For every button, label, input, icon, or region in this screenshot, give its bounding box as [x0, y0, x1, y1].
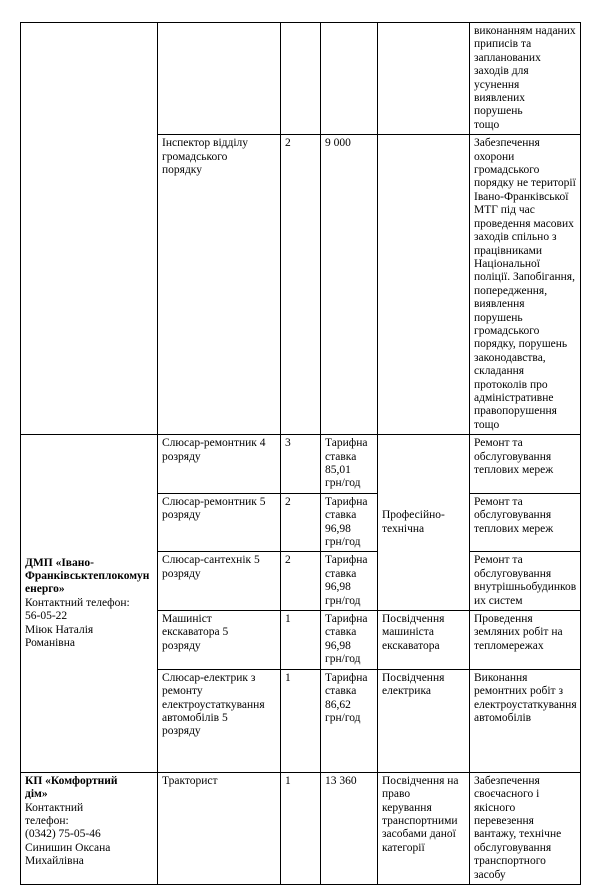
- contact-person: Синишин Оксана Михайлівна: [25, 841, 111, 868]
- qty-cell: 1: [281, 611, 321, 670]
- position-cell: Машиніст екскаватора 5 розряду: [158, 611, 281, 670]
- position-cell: Слюсар-ремонтник 4 розряду: [158, 435, 281, 494]
- org-name: ДМП «Івано- Франківськтеплокомун енерго»: [25, 556, 150, 596]
- qty-cell: 1: [281, 669, 321, 772]
- org-cell: [21, 435, 158, 773]
- contact-person: Міюк Наталія Романівна: [25, 623, 94, 649]
- position-cell: Слюсар-ремонтник 5 розряду: [158, 493, 281, 552]
- qty-cell: 2: [281, 493, 321, 552]
- salary-cell: Тарифна ставка 96,98 грн/год: [321, 611, 378, 670]
- position-cell: Тракторист: [158, 772, 281, 884]
- qty-cell: 1: [281, 772, 321, 884]
- duties-cell: Ремонт та обслуговування теплових мереж: [470, 493, 581, 552]
- position-cell: Слюсар-сантехнік 5 розряду: [158, 552, 281, 611]
- vacancy-table: [20, 22, 581, 885]
- duties-cell: Забезпечення охорони громадського порядку не території Івано-Франківської МТГ під час проведення масових заходів спільно з працівниками Національної поліції. Запобігання, попередження, виявлення порушень громадського порядку, порушень законодавства, складання протоколів про адміністративне правопорушення тощо: [470, 135, 581, 435]
- table-row: [21, 23, 581, 135]
- position-cell: [158, 23, 281, 135]
- salary-cell: 9 000: [321, 135, 378, 435]
- phone-label: Контактний телефон:: [25, 596, 130, 609]
- requirements-cell: Посвідчення машиніста екскаватора: [378, 611, 470, 670]
- qty-cell: 2: [281, 135, 321, 435]
- salary-cell: Тарифна ставка 85,01 грн/год: [321, 435, 378, 494]
- table-row: [21, 435, 581, 494]
- org-cell-continued: [21, 23, 158, 435]
- salary-cell: Тарифна ставка 96,98 грн/год: [321, 493, 378, 552]
- requirements-cell: [378, 135, 470, 435]
- salary-cell: [321, 23, 378, 135]
- salary-cell: Тарифна ставка 96,98 грн/год: [321, 552, 378, 611]
- requirements-cell: Посвідчення на право керування транспортними засобами даної категорії: [378, 772, 470, 884]
- position-cell: Слюсар-електрик з ремонту електроустаткування автомобілів 5 розряду: [158, 669, 281, 772]
- qty-cell: [281, 23, 321, 135]
- phone-number: (0342) 75-05-46: [25, 828, 101, 841]
- phone-number: 56-05-22: [25, 610, 68, 623]
- duties-cell: Виконання ремонтних робіт з електроустаткування автомобілів: [470, 669, 581, 772]
- phone-label: Контактний телефон:: [25, 801, 84, 827]
- table-row: [21, 772, 581, 884]
- qty-cell: 3: [281, 435, 321, 494]
- duties-cell: Ремонт та обслуговування внутрішньобудинков их систем: [470, 552, 581, 611]
- org-cell: [21, 772, 158, 884]
- salary-cell: Тарифна ставка 86,62 грн/год: [321, 669, 378, 772]
- requirements-cell: [378, 23, 470, 135]
- duties-cell: Ремонт та обслуговування теплових мереж: [470, 435, 581, 494]
- salary-cell: 13 360: [321, 772, 378, 884]
- requirements-cell: Посвідчення електрика: [378, 669, 470, 772]
- position-cell: Інспектор відділу громадського порядку: [158, 135, 281, 435]
- qty-cell: 2: [281, 552, 321, 611]
- duties-cell: Проведення земляних робіт на тепломережах: [470, 611, 581, 670]
- org-name: КП «Комфортний дім»: [25, 774, 118, 801]
- requirements-cell: Професійно- технічна: [378, 435, 470, 611]
- duties-cell: виконанням наданих приписів та запланованих заходів для усунення виявлених порушень тощо: [470, 23, 581, 135]
- duties-cell: Забезпечення своєчасного і якісного перевезення вантажу, технічне обслуговування транспортного засобу: [470, 772, 581, 884]
